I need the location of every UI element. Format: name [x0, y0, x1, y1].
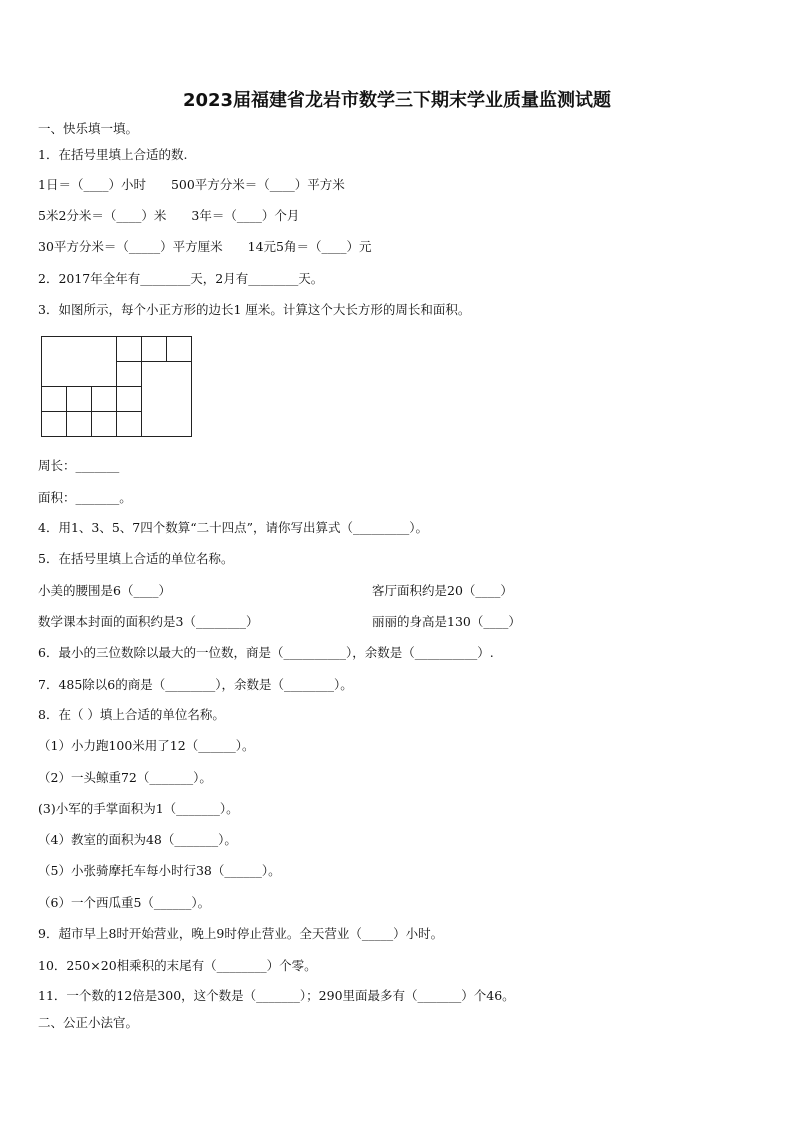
question-3-prompt: 3．如图所示，每个小正方形的边长1 厘米。计算这个大长方形的周长和面积。	[38, 302, 471, 317]
question-1-row-1: 1日＝（____）小时 500平方分米＝（____）平方米	[38, 177, 345, 192]
question-11: 11．一个数的12倍是300，这个数是（_______）；290里面最多有（_______）个46。	[38, 988, 515, 1003]
question-5-prompt: 5．在括号里填上合适的单位名称。	[38, 551, 234, 566]
question-2: 2．2017年全年有________天，2月有________天。	[38, 271, 324, 286]
question-9: 9．超市早上8时开始营业，晚上9时停止营业。全天营业（_____）小时。	[38, 926, 444, 941]
question-8-item: （4）教室的面积为48（_______）。	[38, 832, 237, 847]
question-5-item-c: 数学课本封面的面积约是3（________）	[38, 614, 259, 629]
question-1-row-3: 30平方分米＝（_____）平方厘米 14元5角＝（____）元	[38, 239, 372, 254]
question-8-item: (3)小军的手掌面积为1（_______）。	[38, 801, 239, 816]
question-8-item: （5）小张骑摩托车每小时行38（______）。	[38, 863, 281, 878]
question-5-item-b: 客厅面积约是20（____）	[372, 583, 513, 598]
question-5-item-a: 小美的腰围是6（____）	[38, 583, 171, 598]
question-8-item: （6）一个西瓜重5（______）。	[38, 895, 211, 910]
rectangle-grid-figure	[41, 336, 191, 436]
question-1-row-2: 5米2分米＝（____）米 3年＝（____）个月	[38, 208, 300, 223]
question-6: 6．最小的三位数除以最大的一位数，商是（__________），余数是（__________）.	[38, 645, 494, 660]
question-5-item-d: 丽丽的身高是130（____）	[372, 614, 521, 629]
perimeter-blank: 周长：_______	[38, 458, 120, 473]
question-4: 4．用1、3、5、7四个数算“二十四点”，请你写出算式（_________）。	[38, 520, 429, 535]
question-8-item: （2）一头鲸重72（_______）。	[38, 770, 212, 785]
page-title: 2023届福建省龙岩市数学三下期末学业质量监测试题	[182, 90, 612, 111]
section-heading-1: 一、快乐填一填。	[38, 121, 139, 136]
question-10: 10．250×20相乘积的末尾有（________）个零。	[38, 958, 317, 973]
question-8-prompt: 8．在（ ）填上合适的单位名称。	[38, 707, 225, 722]
question-8-item: （1）小力跑100米用了12（______）。	[38, 738, 255, 753]
section-heading-2: 二、公正小法官。	[38, 1015, 139, 1030]
question-7: 7．485除以6的商是（________），余数是（________）。	[38, 677, 353, 692]
question-1-prompt: 1．在括号里填上合适的数.	[38, 147, 188, 162]
area-blank: 面积：_______。	[38, 490, 132, 505]
